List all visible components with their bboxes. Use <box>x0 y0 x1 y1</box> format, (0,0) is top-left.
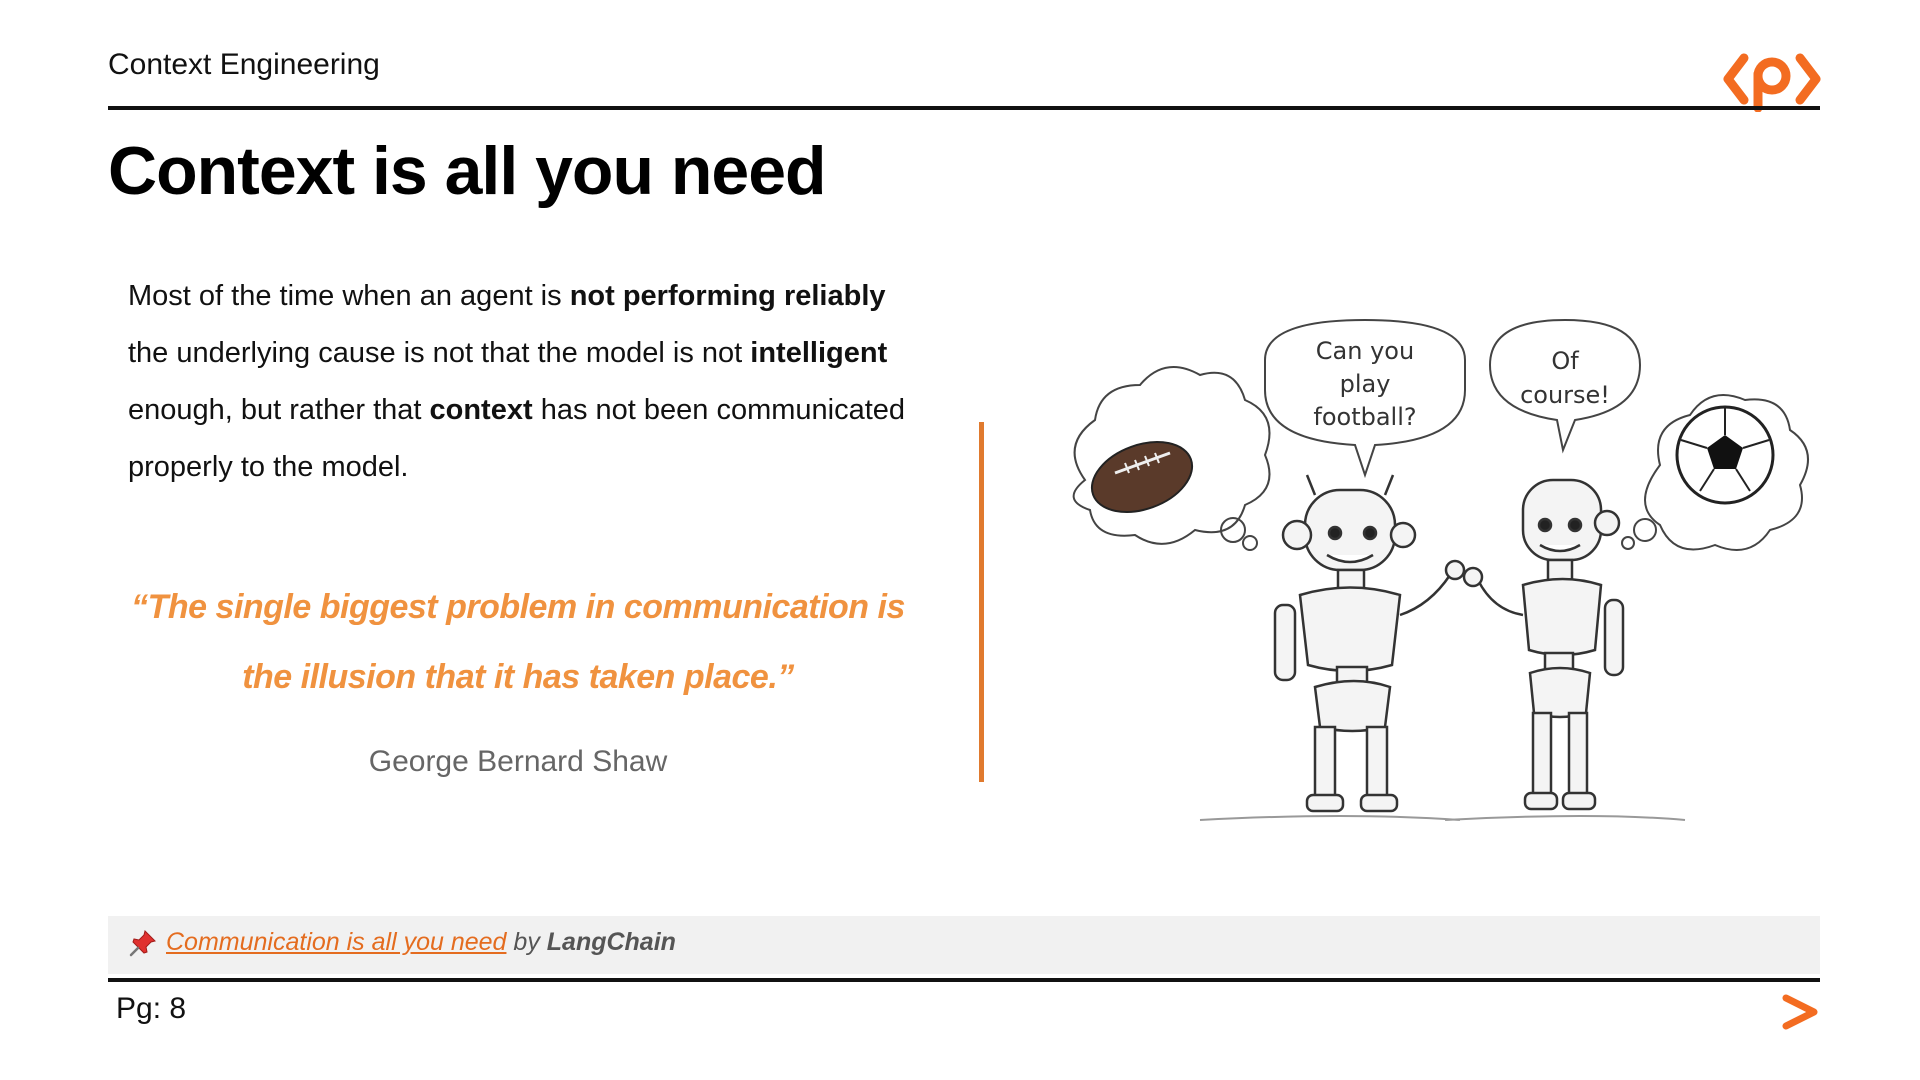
robot-left <box>1275 475 1464 811</box>
emphasis-not-performing: not performing reliably <box>569 280 886 312</box>
header-title: Context Engineering <box>108 48 380 81</box>
header-divider <box>108 106 1820 110</box>
emphasis-context: context <box>429 394 533 426</box>
brand-logo-icon <box>1722 46 1822 112</box>
vertical-divider <box>979 422 984 782</box>
bubble-left-line-1: Can you <box>1315 337 1415 365</box>
pushpin-icon <box>128 928 158 958</box>
page-number: Pg: 8 <box>116 992 187 1025</box>
emphasis-intelligent: intelligent <box>750 337 888 369</box>
robot-right <box>1464 480 1623 809</box>
bubble-left-line-2: play <box>1339 370 1391 398</box>
bubble-right-line-1: Of <box>1551 347 1579 375</box>
quote-author: George Bernard Shaw <box>368 745 668 778</box>
reference-link[interactable]: Communication is all you need <box>166 928 507 956</box>
reference-note: Communication is all you need by LangChain <box>128 928 676 958</box>
american-football-icon <box>1082 429 1202 525</box>
soccer-ball-icon <box>1677 407 1773 503</box>
bubble-right-line-2: course! <box>1520 381 1610 409</box>
body-paragraph: Most of the time when an agent is not performing reliably the underlying cause is not that the model is not intelligent enough, but rather that context has not been communicated properly to the model. <box>128 280 906 483</box>
bubble-left-line-3: football? <box>1313 403 1417 431</box>
footer-divider <box>108 978 1820 982</box>
next-arrow-icon[interactable] <box>1780 992 1820 1032</box>
slide-title: Context is all you need <box>108 133 826 209</box>
quote-text: “The single biggest problem in communication is the illusion that it has taken place.” <box>131 588 905 696</box>
robots-illustration <box>1045 315 1825 835</box>
reference-source: LangChain <box>546 928 676 956</box>
